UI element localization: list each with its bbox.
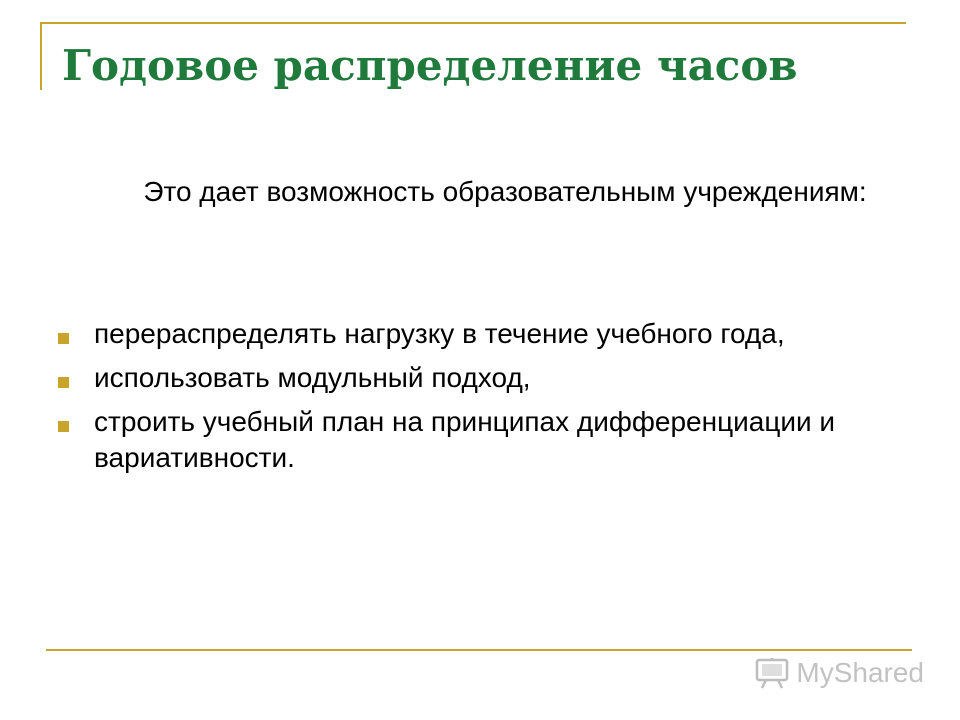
bullet-text: перераспределять нагрузку в течение учебного года,: [94, 318, 785, 349]
bullet-item-modular: [58, 360, 878, 396]
square-bullet-icon: [58, 377, 69, 388]
bullet-item-curriculum: [58, 404, 878, 476]
presentation-board-icon: [754, 656, 790, 690]
watermark-text: MyShared: [796, 657, 924, 688]
square-bullet-icon: [58, 421, 69, 432]
frame-line-bottom: [46, 649, 912, 651]
bullet-text: строить учебный план на принципах дифференциации и вариативности.: [94, 406, 836, 473]
square-bullet-icon: [58, 333, 69, 344]
frame-line-top: [40, 22, 906, 24]
bullet-item-redistribute: [58, 316, 878, 352]
frame-line-left: [40, 22, 42, 90]
intro-text: Это дает возможность образовательным учреждениям:: [143, 176, 867, 207]
slide-title: Годовое распределение часов: [62, 41, 798, 90]
bullet-list: [58, 316, 878, 484]
watermark: [754, 656, 924, 690]
bullet-text: использовать модульный подход,: [94, 362, 531, 393]
